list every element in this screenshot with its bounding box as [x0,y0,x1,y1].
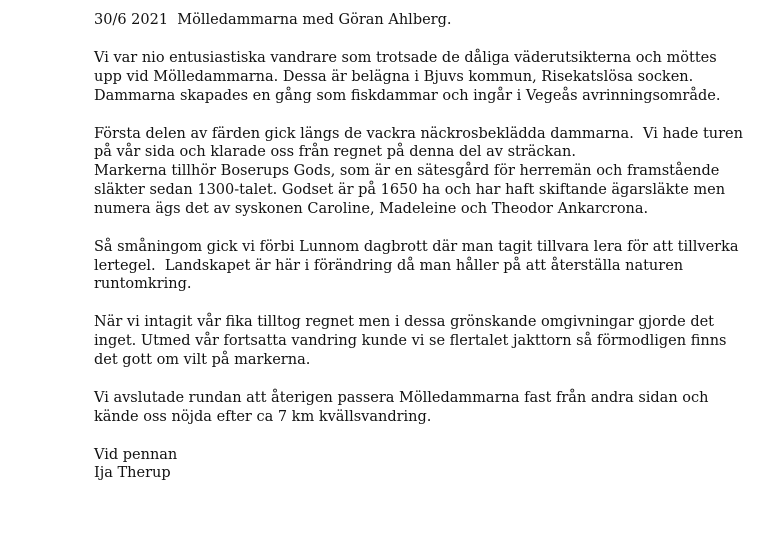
paragraph-ending [94,389,774,427]
paragraph-spacer [94,370,774,389]
text-line: Vi var nio entusiastiska vandrare som trotsade de dåliga väderutsikterna och möttes [94,49,717,66]
text-line: Så småningom gick vi förbi Lunnom dagbrott där man tagit tillvara lera för att tillverka [94,238,739,255]
text-line: Första delen av färden gick längs de vackra näckrosbeklädda dammarna. Vi hade turen [94,125,743,142]
paragraph-intro [94,49,774,105]
text-line: kände oss nöjda efter ca 7 km kvällsvandring. [94,408,432,425]
paragraph-spacer [94,105,774,124]
paragraph-lunnom [94,238,774,294]
text-line: upp vid Mölledammarna. Dessa är belägna i Bjuvs kommun, Risekatslösa socken. [94,68,694,85]
signature-block [94,446,774,484]
signature-name: Ija Therup [94,465,171,482]
document-heading: 30/6 2021 Mölledammarna med Göran Ahlberg. [94,12,452,28]
text-line: Markerna tillhör Boserups Gods, som är en sätesgård för herremän och framstående [94,163,720,180]
signature-line: Vid pennan [94,446,178,463]
text-line: Dammarna skapades en gång som fiskdammar och ingår i Vegeås avrinningsområde. [94,87,721,104]
paragraph-first-part [94,125,774,219]
text-line: lertegel. Landskapet är här i förändring då man håller på att återställa naturen [94,257,684,274]
text-line: på vår sida och klarade oss från regnet på denna del av sträckan. [94,144,576,161]
text-line: runtomkring. [94,276,192,293]
paragraph-spacer [94,294,774,313]
paragraph-fika [94,313,774,369]
text-line: numera ägs det av syskonen Caroline, Madeleine och Theodor Ankarcrona. [94,200,649,217]
text-line: släkter sedan 1300-talet. Godset är på 1650 ha och har haft skiftande ägarsläkte men [94,181,726,198]
text-line: inget. Utmed vår fortsatta vandring kunde vi se flertalet jakttorn så förmodligen finns [94,333,727,350]
text-line: När vi intagit vår fika tilltog regnet men i dessa grönskande omgivningar gjorde det [94,314,715,331]
paragraph-spacer [94,219,774,238]
text-line: det gott om vilt på markerna. [94,351,311,368]
paragraph-spacer [94,30,774,49]
paragraph-spacer [94,426,774,445]
document-body [94,11,774,483]
text-line: Vi avslutade rundan att återigen passera Mölledammarna fast från andra sidan och [94,389,709,406]
